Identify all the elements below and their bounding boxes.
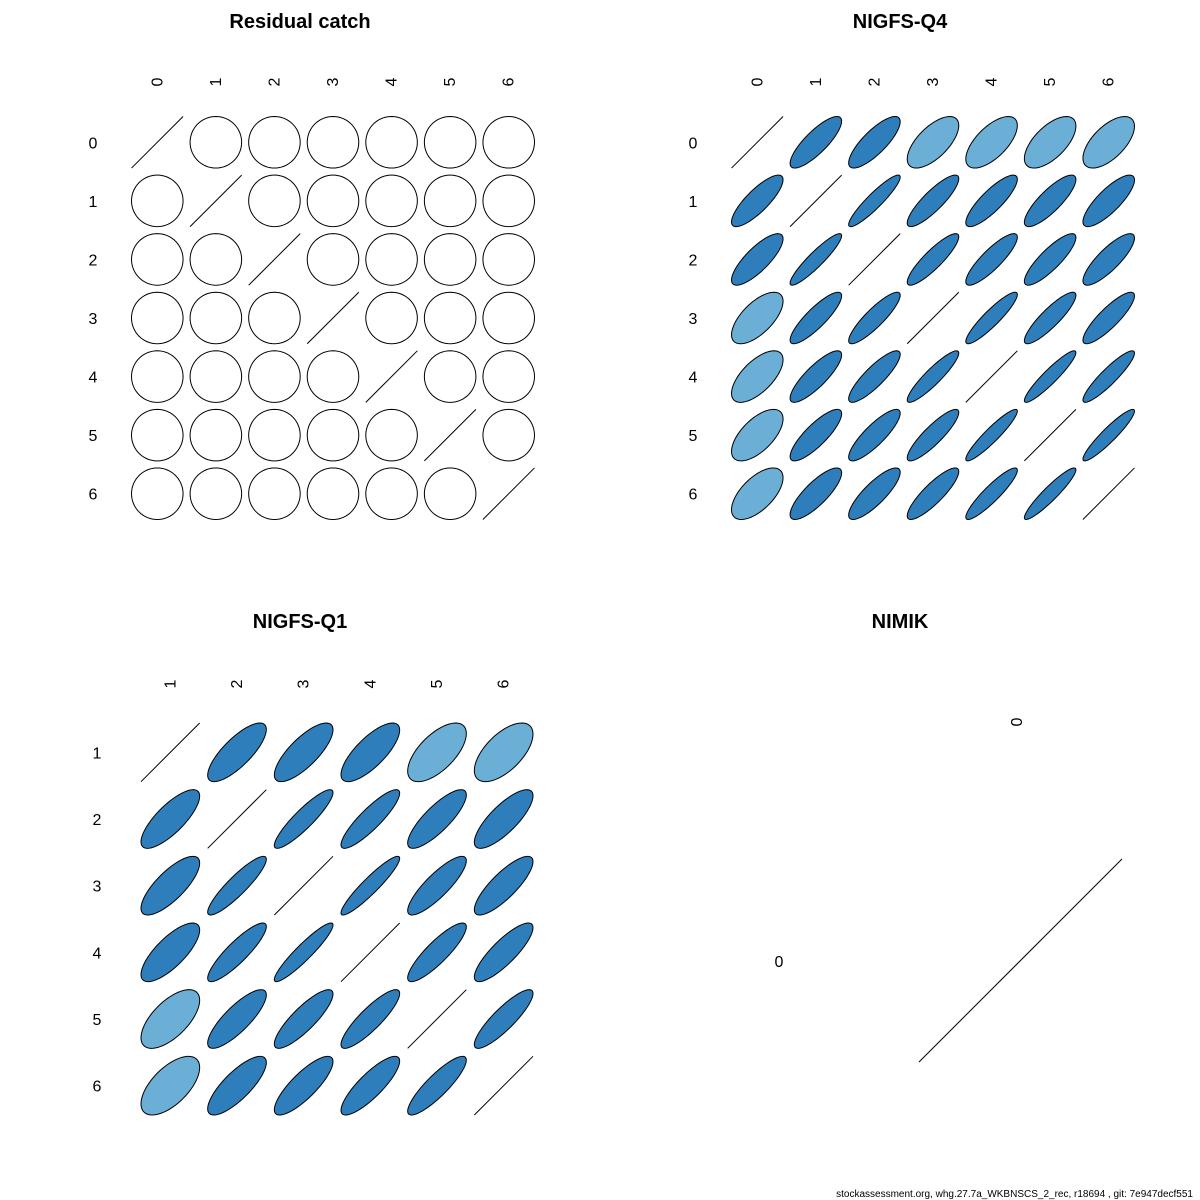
cell-nigfs-q4-1-1 bbox=[790, 175, 842, 227]
panel-title-nigfs-q1: NIGFS-Q1 bbox=[252, 611, 348, 633]
cell-nigfs-q4-3-0 bbox=[732, 292, 784, 344]
column-label-nigfs-q4-2: 2 bbox=[866, 77, 884, 87]
cell-nigfs-q1-4-3 bbox=[274, 923, 333, 982]
cell-residual-catch-6-1 bbox=[190, 468, 242, 520]
footer-text: stockassessment.org, whg.27.7a_WKBNSCS_2_rec, r18694 , git: 7e947decf551 bbox=[836, 1189, 1193, 1200]
cell-nigfs-q4-4-0 bbox=[732, 351, 784, 403]
cell-residual-catch-2-0 bbox=[132, 234, 184, 286]
cell-nigfs-q4-5-2 bbox=[849, 409, 901, 461]
cell-nigfs-q4-3-1 bbox=[790, 292, 842, 344]
cell-nigfs-q4-4-3 bbox=[907, 351, 959, 403]
cell-residual-catch-5-1 bbox=[190, 409, 242, 461]
panel-title-residual-catch: Residual catch bbox=[229, 11, 371, 33]
row-label-nigfs-q1-5: 5 bbox=[92, 1012, 102, 1029]
column-label-nigfs-q4-6: 6 bbox=[1100, 77, 1118, 87]
cell-nigfs-q1-6-3 bbox=[274, 1056, 333, 1115]
cell-nigfs-q1-2-2 bbox=[208, 790, 267, 849]
row-label-nigfs-q4-3: 3 bbox=[688, 311, 698, 328]
cell-residual-catch-6-4 bbox=[366, 468, 418, 520]
cell-residual-catch-6-6 bbox=[483, 468, 535, 520]
column-label-nigfs-q1-2: 2 bbox=[229, 679, 246, 689]
cell-nigfs-q4-0-4 bbox=[966, 117, 1018, 169]
cell-residual-catch-4-4 bbox=[366, 351, 418, 403]
cell-nigfs-q4-5-3 bbox=[907, 409, 959, 461]
row-label-residual-catch-3: 3 bbox=[88, 311, 98, 328]
panel-nigfs-q1 bbox=[93, 611, 533, 1115]
panel-title-nigfs-q4: NIGFS-Q4 bbox=[852, 11, 948, 33]
cell-residual-catch-1-5 bbox=[424, 175, 476, 227]
cell-nigfs-q4-2-6 bbox=[1083, 234, 1135, 286]
cell-nigfs-q1-3-6 bbox=[474, 856, 533, 915]
cell-residual-catch-0-2 bbox=[249, 117, 301, 169]
cell-nigfs-q4-0-0 bbox=[732, 117, 784, 169]
cell-nigfs-q1-2-3 bbox=[274, 790, 333, 849]
cell-nigfs-q4-3-3 bbox=[907, 292, 959, 344]
cell-nigfs-q4-2-3 bbox=[907, 234, 959, 286]
cell-nigfs-q4-1-2 bbox=[849, 175, 901, 227]
cell-nigfs-q1-3-3 bbox=[274, 856, 333, 915]
row-label-nimik-0: 0 bbox=[774, 954, 784, 971]
cell-residual-catch-3-6 bbox=[483, 292, 535, 344]
cell-nigfs-q4-2-1 bbox=[790, 234, 842, 286]
cell-residual-catch-6-3 bbox=[307, 468, 359, 520]
cell-residual-catch-0-6 bbox=[483, 117, 535, 169]
cell-nigfs-q4-2-0 bbox=[732, 234, 784, 286]
cell-residual-catch-3-4 bbox=[366, 292, 418, 344]
column-label-nigfs-q4-0: 0 bbox=[749, 77, 767, 87]
cell-residual-catch-4-1 bbox=[190, 351, 242, 403]
row-label-residual-catch-5: 5 bbox=[88, 428, 98, 446]
cell-nigfs-q1-1-2 bbox=[208, 723, 267, 782]
cell-nigfs-q1-1-4 bbox=[341, 723, 400, 782]
cell-nigfs-q1-1-3 bbox=[274, 723, 333, 782]
cell-nigfs-q4-6-5 bbox=[1024, 468, 1076, 520]
cell-nigfs-q4-5-0 bbox=[732, 409, 784, 461]
cell-nigfs-q1-4-2 bbox=[208, 923, 267, 982]
row-label-nigfs-q4-4: 4 bbox=[688, 369, 698, 387]
cell-nigfs-q4-5-4 bbox=[966, 409, 1018, 461]
column-label-nigfs-q4-4: 4 bbox=[983, 77, 1001, 87]
cell-nigfs-q4-6-6 bbox=[1083, 468, 1135, 520]
cell-residual-catch-2-3 bbox=[307, 234, 359, 286]
row-label-residual-catch-0: 0 bbox=[88, 135, 98, 153]
cell-residual-catch-4-6 bbox=[483, 351, 535, 403]
row-label-nigfs-q4-6: 6 bbox=[688, 486, 698, 504]
cell-nigfs-q4-3-5 bbox=[1024, 292, 1076, 344]
cell-nigfs-q4-6-1 bbox=[790, 468, 842, 520]
cell-residual-catch-5-5 bbox=[424, 409, 476, 461]
column-label-residual-catch-0: 0 bbox=[149, 77, 167, 87]
column-label-nigfs-q4-3: 3 bbox=[925, 77, 942, 87]
cell-nigfs-q4-1-0 bbox=[732, 175, 783, 226]
cell-nigfs-q4-4-1 bbox=[790, 351, 842, 403]
row-label-nigfs-q4-1: 1 bbox=[688, 193, 698, 211]
cell-residual-catch-2-4 bbox=[366, 234, 418, 286]
cell-nigfs-q4-6-0 bbox=[732, 468, 784, 520]
cell-residual-catch-1-6 bbox=[483, 175, 535, 227]
cell-residual-catch-1-2 bbox=[249, 175, 301, 227]
cell-nigfs-q4-3-6 bbox=[1083, 292, 1135, 344]
cell-nigfs-q1-1-6 bbox=[474, 723, 533, 782]
column-label-residual-catch-1: 1 bbox=[207, 77, 225, 87]
cell-nigfs-q1-5-5 bbox=[408, 990, 467, 1049]
cell-nigfs-q4-1-4 bbox=[966, 175, 1018, 227]
cell-residual-catch-1-0 bbox=[132, 175, 184, 227]
cell-nigfs-q4-0-1 bbox=[790, 117, 841, 168]
cell-nigfs-q1-6-4 bbox=[341, 1056, 400, 1115]
column-label-nimik-0: 0 bbox=[1009, 717, 1026, 727]
cell-nigfs-q4-0-3 bbox=[907, 117, 959, 169]
cell-nigfs-q1-5-4 bbox=[341, 990, 400, 1049]
column-label-nigfs-q1-3: 3 bbox=[295, 679, 313, 689]
cell-nigfs-q1-6-1 bbox=[141, 1056, 200, 1115]
panel-residual-catch bbox=[89, 11, 535, 519]
cell-nigfs-q4-0-2 bbox=[849, 117, 901, 169]
row-label-residual-catch-6: 6 bbox=[88, 486, 98, 504]
row-label-nigfs-q1-1: 1 bbox=[92, 745, 102, 763]
cell-nigfs-q1-5-2 bbox=[208, 990, 267, 1049]
cell-residual-catch-3-0 bbox=[132, 292, 184, 344]
cell-nigfs-q1-2-6 bbox=[474, 790, 533, 849]
row-label-nigfs-q1-4: 4 bbox=[92, 945, 102, 963]
cell-nigfs-q1-6-6 bbox=[474, 1056, 533, 1115]
cell-nigfs-q1-1-1 bbox=[141, 723, 200, 782]
panel-nimik bbox=[775, 611, 1122, 1062]
cell-residual-catch-6-5 bbox=[424, 468, 476, 520]
cell-residual-catch-1-1 bbox=[190, 175, 242, 227]
cell-nigfs-q4-5-1 bbox=[790, 409, 842, 461]
cell-nigfs-q4-5-6 bbox=[1083, 409, 1135, 461]
cell-nigfs-q1-3-4 bbox=[341, 856, 400, 915]
row-label-residual-catch-1: 1 bbox=[88, 193, 98, 211]
row-label-nigfs-q1-3: 3 bbox=[92, 878, 102, 896]
cell-nigfs-q1-2-1 bbox=[141, 790, 200, 849]
panel-nigfs-q4 bbox=[689, 11, 1135, 519]
cell-nigfs-q1-4-4 bbox=[341, 923, 400, 982]
row-label-nigfs-q1-2: 2 bbox=[92, 812, 102, 829]
cell-residual-catch-3-3 bbox=[307, 292, 359, 344]
cell-residual-catch-0-1 bbox=[190, 117, 242, 169]
column-label-nigfs-q1-4: 4 bbox=[362, 679, 380, 689]
cell-residual-catch-3-2 bbox=[249, 292, 301, 344]
cell-nigfs-q4-4-6 bbox=[1083, 351, 1135, 403]
cell-nigfs-q1-5-3 bbox=[274, 990, 333, 1049]
cell-nigfs-q4-1-6 bbox=[1083, 175, 1135, 227]
cell-residual-catch-3-1 bbox=[190, 292, 242, 344]
cell-nigfs-q4-1-5 bbox=[1024, 175, 1076, 227]
cell-nigfs-q1-3-2 bbox=[208, 856, 267, 915]
column-label-residual-catch-2: 2 bbox=[266, 77, 284, 87]
cell-nigfs-q1-6-5 bbox=[408, 1056, 467, 1115]
cell-residual-catch-6-0 bbox=[132, 468, 184, 520]
column-label-nigfs-q4-1: 1 bbox=[807, 77, 825, 87]
column-label-nigfs-q4-5: 5 bbox=[1042, 77, 1060, 87]
cell-nigfs-q4-6-2 bbox=[849, 468, 901, 520]
cell-residual-catch-6-2 bbox=[249, 468, 301, 520]
column-label-residual-catch-3: 3 bbox=[325, 77, 342, 87]
cell-nigfs-q1-2-4 bbox=[341, 790, 400, 849]
cell-residual-catch-5-6 bbox=[483, 409, 535, 461]
cell-residual-catch-0-0 bbox=[132, 117, 184, 169]
cell-residual-catch-2-2 bbox=[249, 234, 301, 286]
cell-residual-catch-5-2 bbox=[249, 409, 301, 461]
cell-nigfs-q4-5-5 bbox=[1024, 409, 1076, 461]
cell-nigfs-q4-1-3 bbox=[907, 175, 959, 227]
cell-residual-catch-3-5 bbox=[424, 292, 476, 344]
cell-residual-catch-4-3 bbox=[307, 351, 359, 403]
cell-residual-catch-4-0 bbox=[132, 351, 184, 403]
cell-residual-catch-2-6 bbox=[483, 234, 535, 286]
cell-nigfs-q4-0-6 bbox=[1083, 117, 1135, 169]
cell-nigfs-q1-2-5 bbox=[408, 790, 467, 849]
cell-nigfs-q4-4-4 bbox=[966, 351, 1018, 403]
cell-nigfs-q1-3-1 bbox=[141, 856, 200, 915]
row-label-nigfs-q4-2: 2 bbox=[688, 252, 698, 270]
cell-nigfs-q4-0-5 bbox=[1024, 117, 1076, 169]
cell-residual-catch-2-5 bbox=[424, 234, 476, 286]
cell-nigfs-q4-6-3 bbox=[907, 468, 959, 520]
cell-nimik-0-0 bbox=[919, 859, 1122, 1062]
cell-residual-catch-0-3 bbox=[307, 117, 359, 169]
row-label-nigfs-q1-6: 6 bbox=[92, 1078, 102, 1096]
cell-nigfs-q1-5-6 bbox=[474, 990, 533, 1049]
cell-residual-catch-4-5 bbox=[424, 351, 476, 403]
cell-residual-catch-0-5 bbox=[424, 117, 476, 169]
cell-nigfs-q4-4-5 bbox=[1024, 351, 1076, 403]
row-label-residual-catch-4: 4 bbox=[88, 369, 98, 387]
cell-residual-catch-5-3 bbox=[307, 409, 359, 461]
cell-nigfs-q4-2-4 bbox=[966, 234, 1018, 286]
cell-residual-catch-5-4 bbox=[366, 409, 418, 461]
cell-residual-catch-1-4 bbox=[366, 175, 418, 227]
row-label-nigfs-q4-0: 0 bbox=[688, 135, 698, 153]
cell-nigfs-q1-6-2 bbox=[208, 1056, 267, 1115]
row-label-residual-catch-2: 2 bbox=[88, 252, 98, 270]
cell-residual-catch-4-2 bbox=[249, 351, 301, 403]
column-label-residual-catch-6: 6 bbox=[500, 77, 518, 87]
cell-nigfs-q1-4-6 bbox=[474, 923, 533, 982]
cell-nigfs-q4-4-2 bbox=[849, 351, 901, 403]
column-label-nigfs-q1-5: 5 bbox=[429, 679, 446, 689]
cell-nigfs-q1-3-5 bbox=[408, 856, 467, 915]
column-label-nigfs-q1-6: 6 bbox=[495, 679, 513, 689]
cell-nigfs-q1-4-1 bbox=[141, 923, 200, 982]
row-label-nigfs-q4-5: 5 bbox=[688, 428, 698, 446]
cell-nigfs-q4-3-4 bbox=[966, 292, 1018, 344]
cell-residual-catch-1-3 bbox=[307, 175, 359, 227]
cell-nigfs-q4-2-5 bbox=[1024, 234, 1076, 286]
cell-nigfs-q4-2-2 bbox=[849, 234, 901, 286]
cell-nigfs-q1-4-5 bbox=[408, 923, 467, 982]
cell-nigfs-q4-3-2 bbox=[849, 292, 901, 344]
cell-nigfs-q1-5-1 bbox=[141, 990, 200, 1049]
column-label-residual-catch-4: 4 bbox=[383, 77, 401, 87]
cell-nigfs-q1-1-5 bbox=[408, 723, 467, 782]
cell-residual-catch-0-4 bbox=[366, 117, 418, 169]
cell-nigfs-q4-6-4 bbox=[966, 468, 1018, 520]
cell-residual-catch-5-0 bbox=[132, 409, 184, 461]
column-label-nigfs-q1-1: 1 bbox=[162, 679, 180, 689]
cell-residual-catch-2-1 bbox=[190, 234, 242, 286]
column-label-residual-catch-5: 5 bbox=[442, 77, 460, 87]
panel-title-nimik: NIMIK bbox=[871, 611, 929, 633]
